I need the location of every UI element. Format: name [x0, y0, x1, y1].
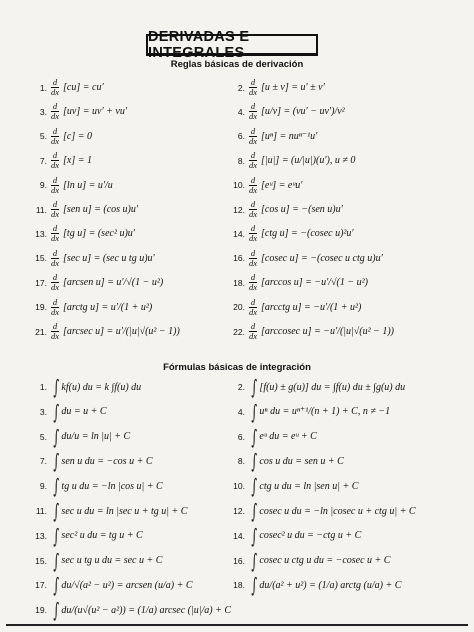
rule-number: 6. — [237, 131, 245, 142]
derivative-d: d — [52, 150, 58, 161]
rule-number: 12. — [233, 204, 245, 215]
rule-number: 9. — [39, 180, 47, 191]
integrals-section-title: Fórmulas básicas de integración — [163, 362, 311, 373]
derivative-dx: dx — [249, 160, 258, 171]
formula-expression: cosec u ctg u du = −cosec u + C — [259, 555, 391, 567]
derivative-rule — [228, 78, 325, 97]
rule-number: 5. — [39, 131, 47, 142]
derivative-operator — [249, 176, 257, 195]
rule-expression: [u ± v] = u′ ± v′ — [261, 82, 325, 93]
formula-number: 14. — [233, 530, 245, 541]
formula-expression: du/u = ln |u| + C — [61, 431, 131, 443]
derivative-d: d — [250, 223, 256, 234]
derivative-operator — [249, 127, 257, 146]
derivative-d: d — [52, 321, 58, 331]
derivative-d: d — [250, 272, 256, 283]
integral-formula — [228, 573, 402, 598]
formula-number: 3. — [39, 406, 47, 417]
derivative-d: d — [52, 77, 58, 87]
integral-formula — [228, 523, 362, 548]
derivative-operator — [249, 151, 257, 170]
derivative-rule — [228, 322, 394, 341]
rule-number: 8. — [237, 155, 245, 166]
formula-expression: ctg u du = ln |sen u| + C — [259, 480, 359, 492]
integral-sign: ∫ — [251, 499, 258, 523]
formula-expression: sec u du = ln |sec u + tg u| + C — [61, 505, 188, 517]
formula-number: 7. — [39, 456, 47, 467]
derivative-operator — [249, 249, 257, 268]
derivative-dx: dx — [249, 306, 258, 317]
integral-sign: ∫ — [251, 449, 258, 474]
derivative-dx: dx — [249, 111, 258, 122]
derivative-operator — [51, 102, 59, 121]
formula-number: 13. — [35, 530, 47, 541]
derivative-rule — [30, 102, 127, 121]
rule-number: 16. — [233, 253, 245, 264]
derivative-d: d — [52, 101, 58, 112]
rule-expression: [arcsen u] = u′/√(1 − u²) — [63, 277, 164, 289]
derivative-operator — [249, 298, 257, 317]
rule-number: 19. — [35, 302, 47, 313]
derivative-d: d — [52, 174, 58, 185]
rule-number: 20. — [233, 302, 245, 313]
derivative-dx: dx — [249, 233, 258, 244]
rule-number: 17. — [35, 277, 47, 288]
rule-number: 10. — [233, 180, 245, 191]
rule-number: 4. — [237, 106, 245, 117]
formula-expression: kf(u) du = k ∫f(u) du — [61, 381, 142, 393]
integral-sign: ∫ — [251, 523, 258, 548]
derivative-d: d — [52, 247, 58, 258]
integral-sign: ∫ — [251, 548, 258, 573]
formula-expression: sec² u du = tg u + C — [61, 530, 143, 542]
formula-number: 2. — [237, 382, 245, 392]
derivative-dx: dx — [249, 257, 258, 268]
derivative-operator — [51, 78, 59, 97]
rule-expression: [uv] = uv′ + vu′ — [63, 106, 128, 118]
rule-expression: [tg u] = (sec² u)u′ — [63, 228, 135, 240]
formula-number: 4. — [237, 406, 245, 417]
formula-number: 1. — [39, 382, 47, 392]
formula-number: 11. — [35, 506, 47, 516]
derivative-dx: dx — [51, 87, 60, 97]
integral-formula — [30, 548, 163, 573]
derivative-operator — [51, 273, 59, 292]
derivative-operator — [249, 322, 257, 341]
derivative-d: d — [250, 77, 256, 87]
derivative-rule — [30, 273, 163, 292]
derivative-rule — [228, 298, 361, 317]
integral-formula — [30, 501, 187, 521]
derivative-operator — [51, 200, 59, 219]
integral-formula — [30, 424, 131, 449]
rule-expression: [uⁿ] = nuⁿ⁻¹u′ — [261, 130, 318, 142]
formula-number: 10. — [233, 481, 245, 492]
integral-sign: ∫ — [251, 573, 258, 598]
derivative-d: d — [52, 199, 58, 209]
derivative-rule — [30, 176, 113, 195]
formula-expression: du/(u√(u² − a²)) = (1/a) arcsec (|u|/a) + C — [61, 604, 232, 616]
integral-sign: ∫ — [53, 375, 60, 399]
rule-number: 1. — [39, 82, 47, 93]
rule-number: 11. — [35, 204, 47, 215]
derivative-rule — [30, 151, 92, 170]
rule-expression: [sen u] = (cos u)u′ — [63, 204, 139, 215]
rule-expression: [arcctg u] = −u′/(1 + u²) — [261, 301, 362, 313]
integral-sign: ∫ — [53, 523, 60, 548]
integral-sign: ∫ — [251, 424, 258, 449]
derivative-d: d — [52, 223, 58, 234]
formula-expression: cosec u du = −ln |cosec u + ctg u| + C — [259, 505, 416, 517]
formula-expression: du/√(a² − u²) = arcsen (u/a) + C — [61, 579, 193, 591]
derivative-operator — [249, 200, 257, 219]
rule-expression: [ctg u] = −(cosec u)²u′ — [261, 228, 354, 240]
derivative-dx: dx — [51, 331, 60, 341]
page-title: DERIVADAS E INTEGRALES — [148, 28, 250, 61]
derivative-rule — [228, 273, 368, 292]
rule-expression: [|u|] = (u/|u|)(u′), u ≠ 0 — [261, 155, 356, 167]
derivative-d: d — [250, 296, 256, 307]
derivative-operator — [51, 127, 59, 146]
integral-sign: ∫ — [53, 399, 60, 424]
integral-sign: ∫ — [53, 573, 60, 598]
integral-sign: ∫ — [251, 474, 258, 499]
derivative-rule — [228, 127, 317, 146]
formula-expression: du = u + C — [61, 406, 107, 418]
derivative-dx: dx — [51, 306, 60, 317]
formula-expression: sec u tg u du = sec u + C — [61, 555, 163, 567]
derivative-operator — [51, 298, 59, 317]
rule-number: 13. — [35, 228, 47, 239]
derivative-operator — [249, 224, 257, 243]
rule-expression: [arcsec u] = u′/(|u|√(u² − 1)) — [63, 326, 180, 337]
integral-formula — [30, 523, 143, 548]
derivative-d: d — [250, 150, 256, 161]
formula-expression: uⁿ du = uⁿ⁺¹/(n + 1) + C, n ≠ −1 — [259, 406, 391, 418]
derivative-d: d — [250, 101, 256, 112]
formula-number: 16. — [233, 555, 245, 566]
integral-sign: ∫ — [53, 598, 60, 623]
formula-expression: sen u du = −cos u + C — [61, 455, 153, 467]
rule-number: 15. — [35, 253, 47, 264]
integral-formula — [228, 377, 405, 397]
derivative-operator — [51, 249, 59, 268]
derivative-rule — [228, 224, 354, 243]
formula-number: 19. — [35, 605, 47, 616]
rule-number: 21. — [35, 326, 47, 337]
derivative-dx: dx — [249, 331, 258, 341]
derivative-operator — [51, 224, 59, 243]
derivative-d: d — [52, 296, 58, 307]
rule-number: 2. — [237, 82, 245, 93]
rule-expression: [arccosec u] = −u′/(|u|√(u² − 1)) — [261, 326, 394, 337]
derivative-dx: dx — [51, 111, 60, 122]
formula-expression: du/(a² + u²) = (1/a) arctg (u/a) + C — [259, 579, 402, 591]
rule-expression: [cosec u] = −(cosec u ctg u)u′ — [261, 252, 383, 264]
integral-formula — [30, 449, 153, 474]
rule-expression: [arctg u] = u′/(1 + u²) — [63, 301, 153, 313]
rule-expression: [sec u] = (sec u tg u)u′ — [63, 252, 155, 264]
integral-formula — [228, 399, 391, 424]
formula-number: 5. — [39, 431, 47, 442]
rule-number: 22. — [233, 326, 245, 337]
integral-formula — [30, 598, 232, 623]
derivative-dx: dx — [249, 87, 258, 97]
derivative-rule — [228, 102, 345, 121]
derivative-d: d — [52, 272, 58, 283]
derivative-dx: dx — [51, 257, 60, 268]
derivative-d: d — [250, 174, 256, 185]
integral-formula — [228, 501, 416, 521]
derivative-d: d — [250, 199, 256, 209]
formula-number: 17. — [35, 580, 47, 591]
derivative-dx: dx — [51, 209, 60, 219]
derivative-dx: dx — [51, 282, 60, 293]
derivative-rule — [228, 249, 383, 268]
derivative-rule — [30, 127, 92, 146]
derivative-dx: dx — [249, 209, 258, 219]
formula-number: 18. — [233, 580, 245, 591]
derivative-rule — [30, 249, 155, 268]
rule-number: 18. — [233, 277, 245, 288]
integral-formula — [228, 449, 344, 474]
integral-formula — [30, 573, 193, 598]
rule-number: 7. — [39, 155, 47, 166]
title-box — [146, 28, 318, 61]
integral-formula — [30, 399, 107, 424]
derivative-dx: dx — [51, 160, 60, 171]
derivative-rule — [30, 200, 138, 219]
derivative-rule — [228, 200, 343, 219]
derivative-dx: dx — [51, 184, 60, 195]
integral-sign: ∫ — [53, 424, 60, 449]
integral-sign: ∫ — [53, 499, 60, 523]
derivative-dx: dx — [249, 184, 258, 195]
derivative-operator — [249, 78, 257, 97]
integral-formula — [228, 424, 317, 449]
derivative-operator — [51, 322, 59, 341]
formula-number: 6. — [237, 431, 245, 442]
derivative-d: d — [52, 125, 58, 136]
rule-number: 14. — [233, 228, 245, 239]
derivative-dx: dx — [51, 233, 60, 244]
formula-number: 9. — [39, 481, 47, 492]
integral-sign: ∫ — [251, 375, 258, 399]
formula-expression: [f(u) ± g(u)] du = ∫f(u) du ± ∫g(u) du — [259, 381, 406, 393]
rule-number: 3. — [39, 106, 47, 117]
derivative-operator — [249, 102, 257, 121]
derivative-rule — [30, 322, 180, 341]
rule-expression: [cu] = cu′ — [63, 82, 104, 93]
rule-expression: [arccos u] = −u′/√(1 − u²) — [261, 277, 368, 289]
derivative-rule — [30, 298, 152, 317]
integral-sign: ∫ — [53, 474, 60, 499]
formula-expression: cos u du = sen u + C — [259, 455, 344, 467]
formula-number: 15. — [35, 555, 47, 566]
bottom-rule — [6, 624, 468, 626]
derivative-rule — [228, 176, 303, 195]
integral-formula — [30, 377, 141, 397]
derivative-rule — [228, 151, 355, 170]
rule-expression: [cos u] = −(sen u)u′ — [261, 204, 343, 215]
rule-expression: [eᵘ] = eᵘu′ — [261, 179, 303, 191]
derivative-rule — [30, 224, 135, 243]
formula-expression: eᵘ du = eᵘ + C — [259, 431, 317, 443]
integral-formula — [30, 474, 163, 499]
derivative-d: d — [250, 125, 256, 136]
integral-sign: ∫ — [251, 399, 258, 424]
derivative-dx: dx — [249, 282, 258, 293]
derivative-d: d — [250, 321, 256, 331]
integral-formula — [228, 548, 391, 573]
derivative-operator — [51, 151, 59, 170]
integral-sign: ∫ — [53, 449, 60, 474]
derivative-rule — [30, 78, 104, 97]
rule-expression: [ln u] = u′/u — [63, 179, 113, 191]
formula-expression: cosec² u du = −ctg u + C — [259, 530, 362, 542]
integral-formula — [228, 474, 359, 499]
derivative-operator — [249, 273, 257, 292]
rule-expression: [u/v] = (vu′ − uv′)/v² — [261, 106, 345, 118]
derivative-operator — [51, 176, 59, 195]
derivatives-section-title: Reglas básicas de derivación — [170, 59, 304, 70]
derivative-dx: dx — [51, 135, 60, 146]
derivative-d: d — [250, 247, 256, 258]
rule-expression: [x] = 1 — [63, 155, 93, 167]
formula-expression: tg u du = −ln |cos u| + C — [61, 480, 163, 492]
formula-number: 12. — [233, 506, 245, 516]
derivative-dx: dx — [249, 135, 258, 146]
formula-number: 8. — [237, 456, 245, 467]
rule-expression: [c] = 0 — [63, 130, 93, 142]
integral-sign: ∫ — [53, 548, 60, 573]
